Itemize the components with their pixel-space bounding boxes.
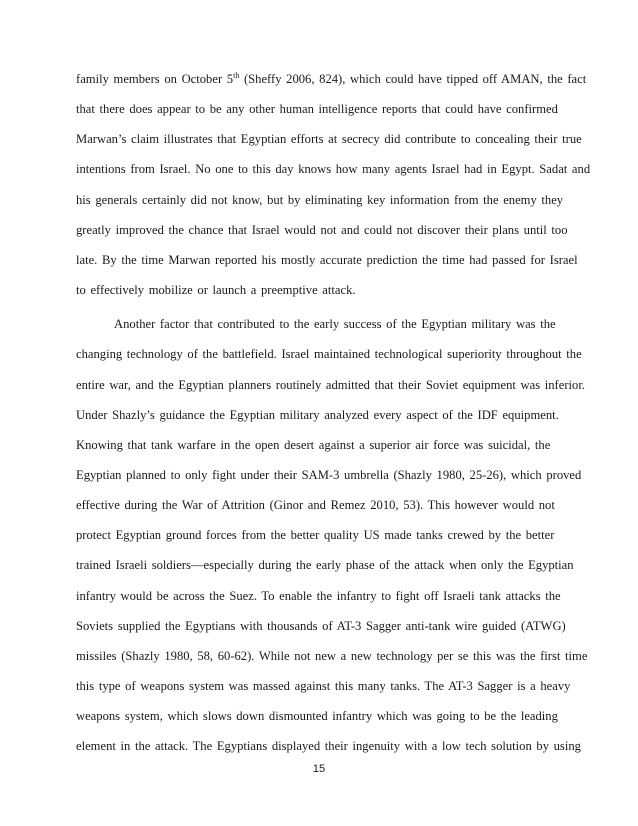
line-text: changing technology of the battlefield. Israel maintained technological superiority throughout the <box>76 347 582 362</box>
line-text: Soviets supplied the Egyptians with thousands of AT-3 Sagger anti-tank wire guided (ATWG) <box>76 618 566 633</box>
line-text: missiles (Shazly 1980, 58, 60-62). While not new a new technology per se this was the first time <box>76 648 588 663</box>
line-text: weapons system, which slows down dismounted infantry which was going to be the leading <box>76 709 558 724</box>
text-line <box>76 738 581 754</box>
text-line <box>76 282 356 298</box>
text-line <box>76 101 558 117</box>
line-text: effective during the War of Attrition (Ginor and Remez 2010, 53). This however would not <box>76 498 555 513</box>
text-line <box>76 192 563 208</box>
line-text-continued: (Sheffy 2006, 824), which could have tipped off AMAN, the fact <box>239 72 587 86</box>
page-number: 15 <box>312 763 326 775</box>
text-line <box>76 678 570 694</box>
line-text: to effectively mobilize or launch a preemptive attack. <box>76 283 356 297</box>
text-line <box>76 588 561 604</box>
line-text: intentions from Israel. No one to this day knows how many agents Israel had in Egypt. Sadat and <box>76 162 591 177</box>
line-text: his generals certainly did not know, but by eliminating key information from the enemy they <box>76 192 564 207</box>
line-text: entire war, and the Egyptian planners routinely admitted that their Soviet equipment was inferior. <box>76 377 585 392</box>
line-text: element in the attack. The Egyptians displayed their ingenuity with a low tech solution by using <box>76 739 581 754</box>
text-line <box>76 161 590 177</box>
text-line <box>76 497 555 513</box>
line-text: trained Israeli soldiers—especially during the early phase of the attack when only the Egyptian <box>76 558 574 573</box>
text-line <box>76 407 559 423</box>
line-text: Under Shazly’s guidance the Egyptian military analyzed every aspect of the IDF equipment. <box>76 407 559 422</box>
line-text: Egyptian planned to only fight under their SAM-3 umbrella (Shazly 1980, 25-26), which proved <box>76 467 582 482</box>
text-line <box>76 648 587 664</box>
line-text: Another factor that contributed to the early success of the Egyptian military was the <box>114 317 556 332</box>
text-line <box>76 346 582 362</box>
text-line <box>76 377 585 393</box>
text-line <box>76 71 586 87</box>
line-text: Knowing that tank warfare in the open desert against a superior air force was suicidal, the <box>76 437 551 452</box>
line-text: this type of weapons system was massed against this many tanks. The AT-3 Sagger is a heavy <box>76 679 571 693</box>
line-text: family members on October 5 <box>76 72 234 86</box>
line-text: that there does appear to be any other human intelligence reports that could have confirmed <box>76 102 558 117</box>
text-line <box>76 131 582 147</box>
text-line <box>114 316 556 332</box>
line-text: greatly improved the chance that Israel would not and could not discover their plans until too <box>76 222 568 237</box>
line-text: Marwan’s claim illustrates that Egyptian efforts at secrecy did contribute to concealing their true <box>76 132 582 147</box>
text-line <box>76 618 566 634</box>
text-line <box>76 527 554 543</box>
superscript-text: th <box>233 71 240 80</box>
line-text: protect Egyptian ground forces from the better quality US made tanks crewed by the better <box>76 528 555 543</box>
text-line <box>76 437 550 453</box>
text-line <box>76 252 578 268</box>
line-text: infantry would be across the Suez. To enable the infantry to fight off Israeli tank attacks the <box>76 588 561 603</box>
text-line <box>76 467 581 483</box>
text-line <box>76 557 574 573</box>
text-line <box>76 222 568 238</box>
line-text: late. By the time Marwan reported his mostly accurate prediction the time had passed for Israel <box>76 252 578 267</box>
text-line <box>76 708 558 724</box>
